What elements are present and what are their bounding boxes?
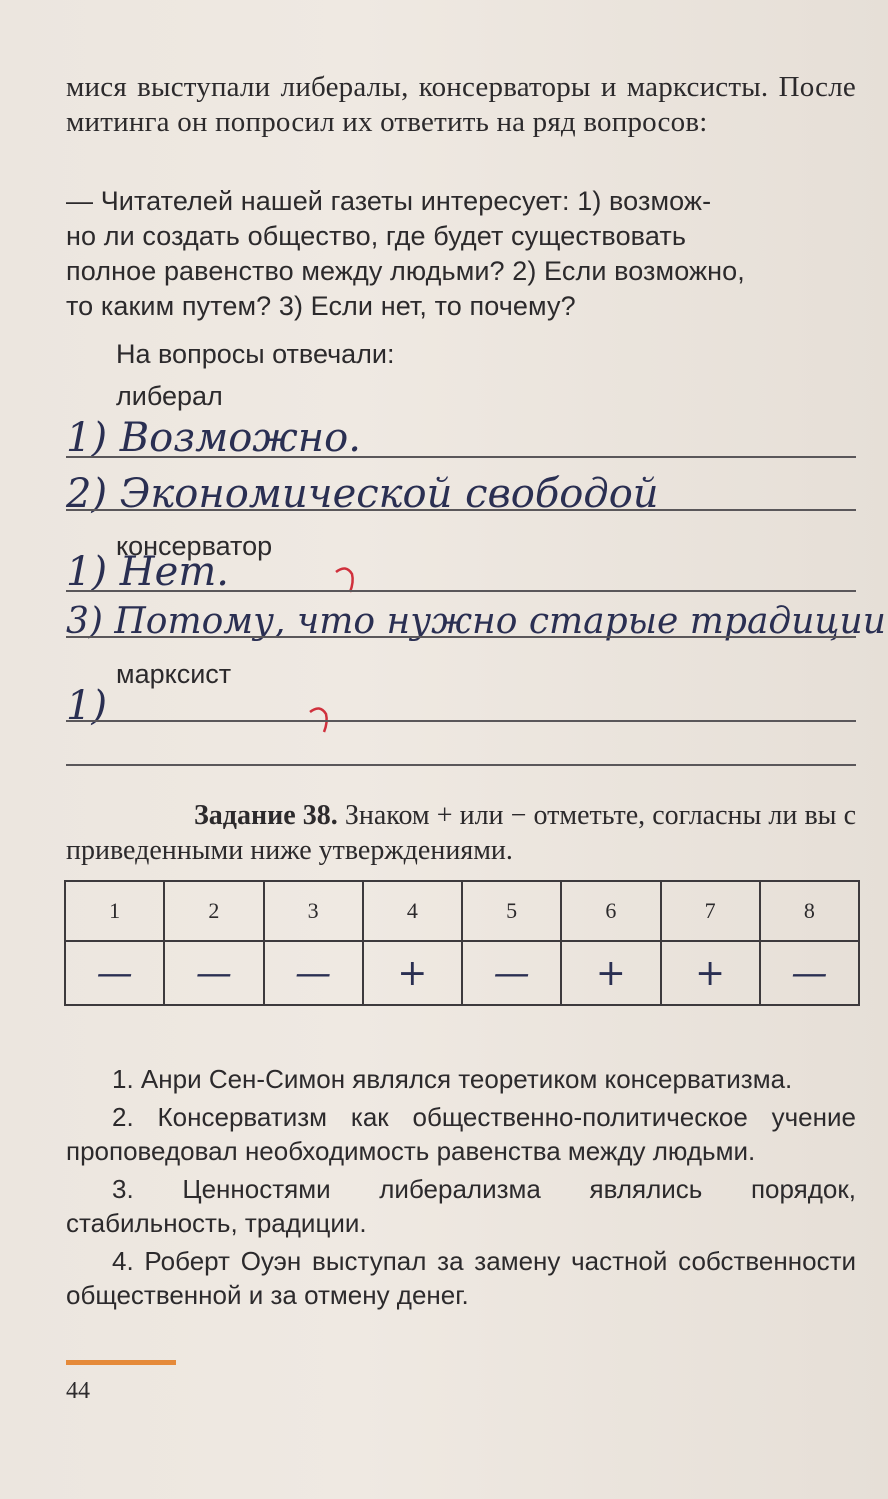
- statement-1: 1. Анри Сен-Симон являлся теоретиком консерватизма.: [112, 1064, 793, 1094]
- conservative-answer-1[interactable]: 1) Нет.: [66, 549, 229, 595]
- grid-mark-cell[interactable]: —: [65, 941, 164, 1005]
- question-line-1: — Читателей нашей газеты интересует: 1) возмож-: [66, 186, 712, 216]
- answer-line: [66, 590, 856, 592]
- intro-paragraph: мися выступали либералы, консерваторы и марксисты. После митинга он попросил их ответить на ряд вопросов:: [66, 71, 856, 138]
- grid-header-cell: 3: [264, 881, 363, 941]
- statement-4: 4. Роберт Оуэн выступал за замену частной собственности общественной и за отмену денег.: [66, 1246, 856, 1310]
- liberal-label: либерал: [116, 381, 223, 411]
- grid-mark-cell[interactable]: —: [462, 941, 561, 1005]
- grid-header-cell: 4: [363, 881, 462, 941]
- conservative-answer-2[interactable]: 3) Потому, что нужно старые традиции: [66, 601, 886, 642]
- question-line-4: то каким путем? 3) Если нет, то почему?: [66, 291, 576, 321]
- grid-header-cell: 1: [65, 881, 164, 941]
- question-line-2: но ли создать общество, где будет существовать: [66, 221, 686, 251]
- liberal-answer-1[interactable]: 1) Возможно.: [66, 415, 361, 461]
- task-38: [66, 798, 856, 868]
- grid-header-cell: 2: [164, 881, 263, 941]
- list-item: [66, 1172, 856, 1240]
- list-item: [66, 1100, 856, 1168]
- answer-line: [66, 509, 856, 511]
- answer-line: [66, 456, 856, 458]
- grid-mark-cell[interactable]: —: [264, 941, 363, 1005]
- marxist-answer-1[interactable]: 1): [66, 683, 108, 729]
- list-item: [66, 1062, 856, 1096]
- task-number: Задание 38.: [194, 800, 338, 831]
- interview-questions: [66, 184, 866, 324]
- marxist-label: марксист: [116, 659, 232, 689]
- grid-mark-cell[interactable]: —: [164, 941, 263, 1005]
- statement-2: 2. Консерватизм как общественно-политическое учение проповедовал необходимость равенства между людьми.: [66, 1102, 856, 1166]
- answer-line: [66, 720, 856, 722]
- statements-list: [66, 1062, 856, 1316]
- red-check-icon: [304, 704, 334, 734]
- liberal-answer-2[interactable]: 2) Экономической свободой: [66, 471, 659, 517]
- accent-bar: [66, 1360, 176, 1365]
- grid-header-cell: 6: [561, 881, 660, 941]
- list-item: [66, 1244, 856, 1312]
- agreement-grid: [64, 880, 860, 1006]
- grid-mark-cell[interactable]: —: [760, 941, 859, 1005]
- grid-header-cell: 8: [760, 881, 859, 941]
- statement-3: 3. Ценностями либерализма являлись порядок, стабильность, традиции.: [66, 1174, 856, 1238]
- grid-header-cell: 5: [462, 881, 561, 941]
- grid-mark-cell[interactable]: +: [561, 941, 660, 1005]
- page-number: 44: [66, 1378, 90, 1404]
- answered-by-heading: На вопросы отвечали:: [116, 339, 395, 369]
- answer-line: [66, 636, 856, 638]
- question-line-3: полное равенство между людьми? 2) Если возможно,: [66, 256, 745, 286]
- conservative-label: консерватор: [116, 531, 273, 561]
- task-text: Знаком + или − отметьте, согласны ли вы с приведенными ниже утверждениями.: [66, 800, 857, 866]
- answer-line: [66, 764, 856, 766]
- grid-mark-cell[interactable]: +: [363, 941, 462, 1005]
- grid-header-cell: 7: [661, 881, 760, 941]
- grid-mark-cell[interactable]: +: [661, 941, 760, 1005]
